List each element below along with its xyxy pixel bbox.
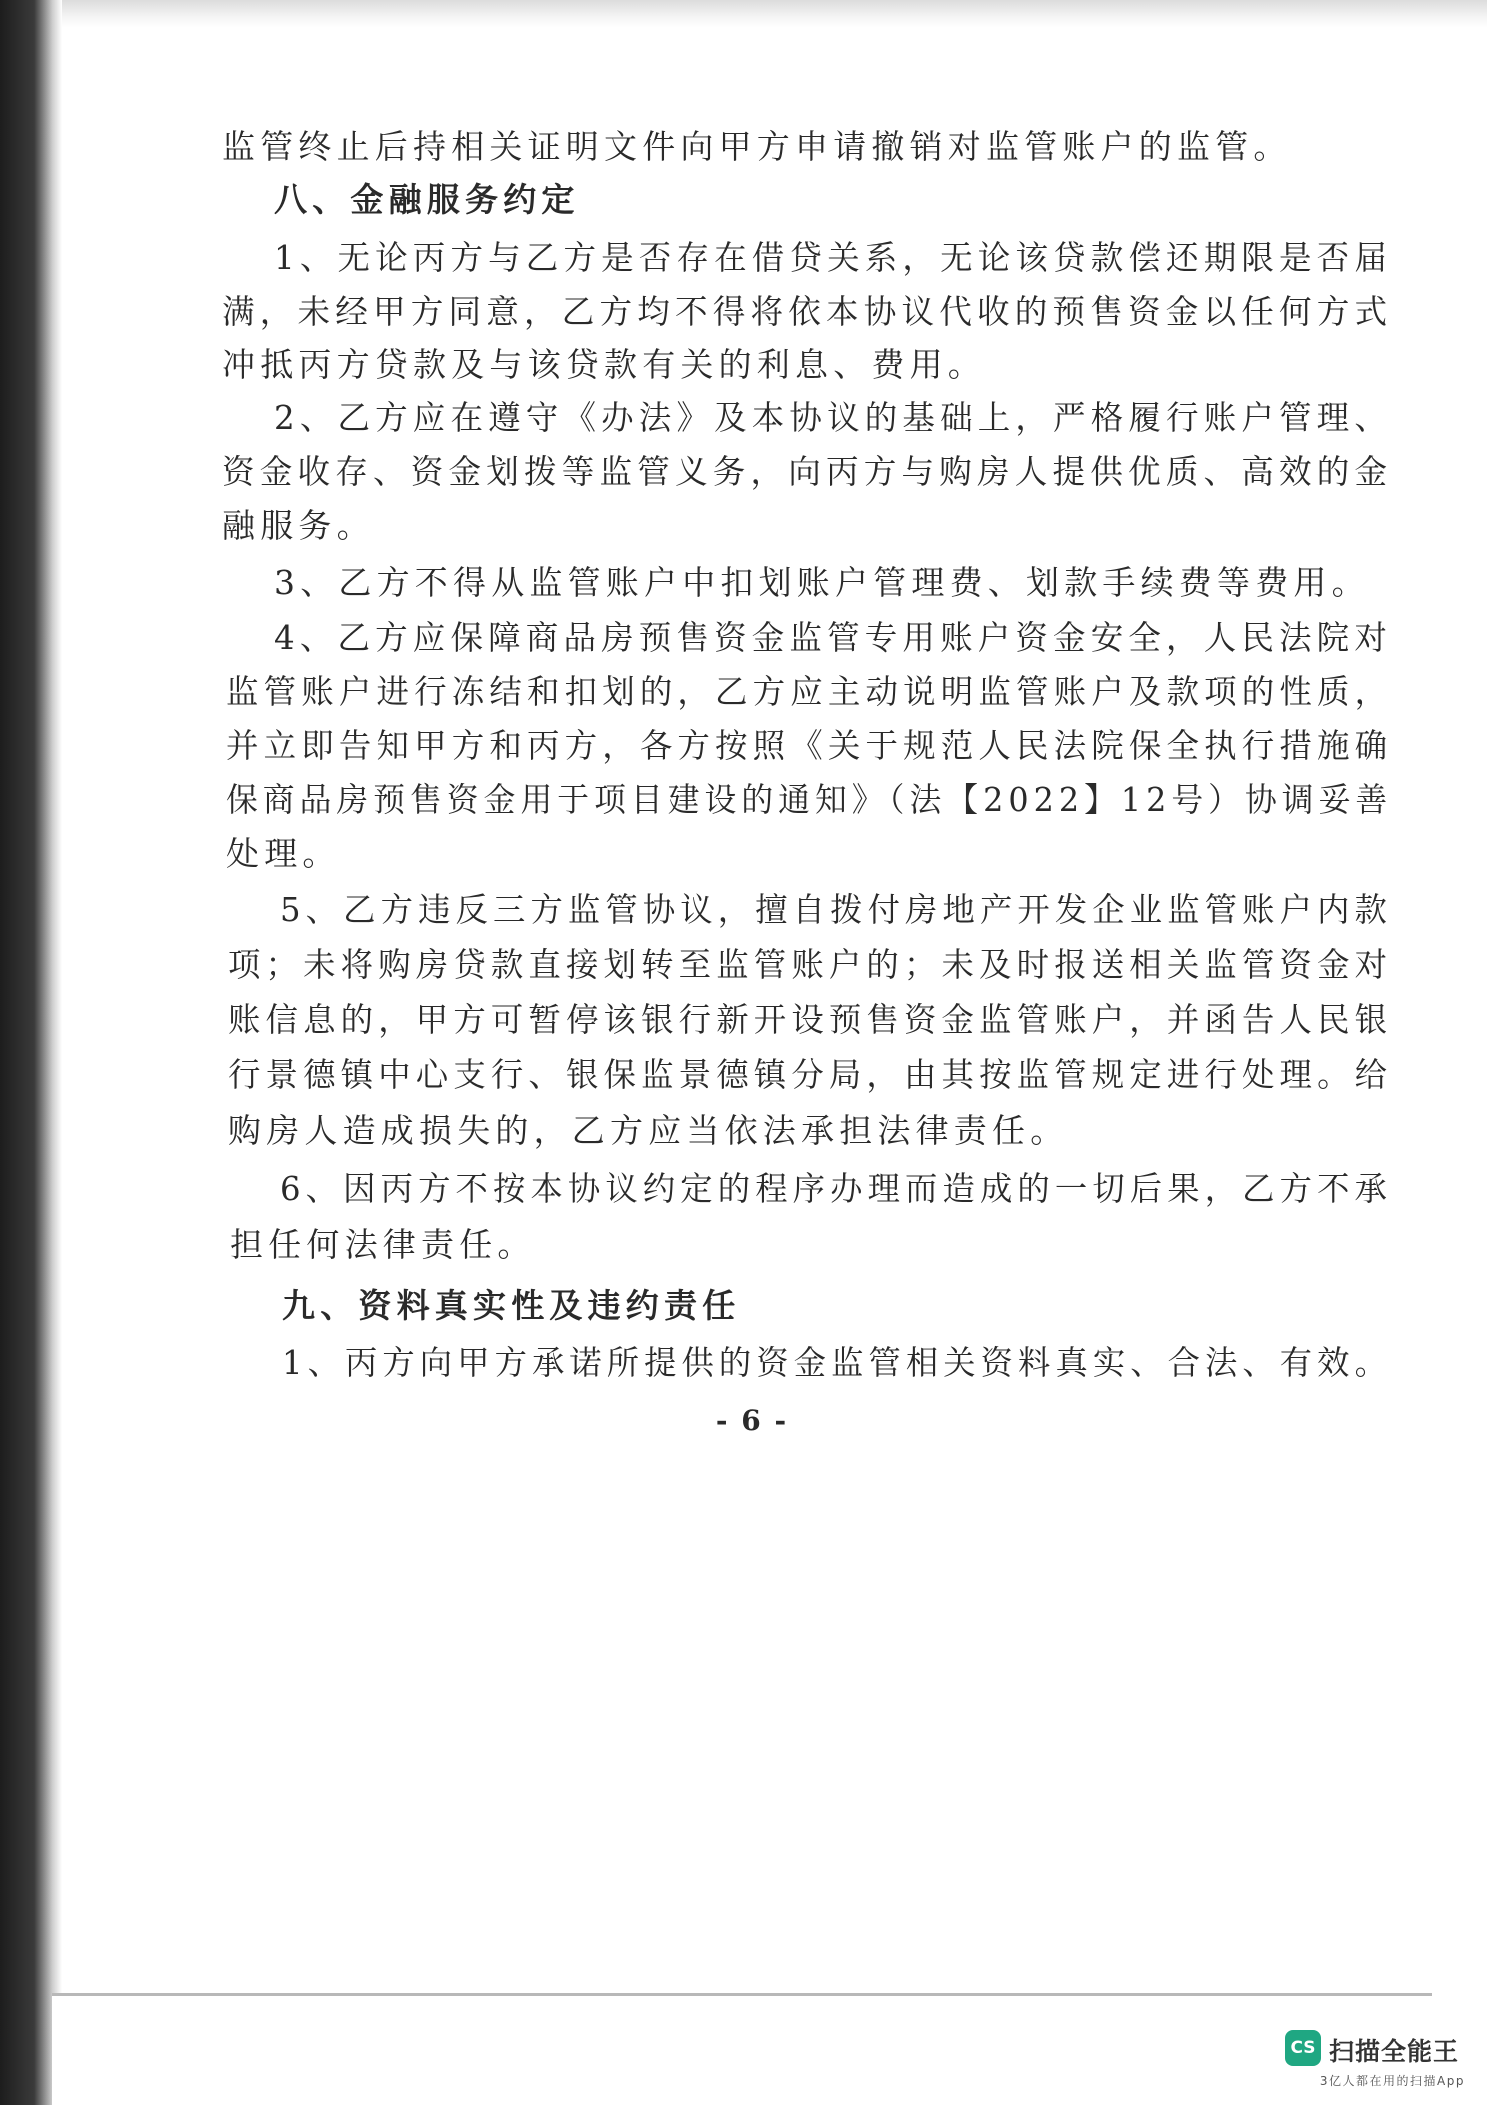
text-line: 担任何法律责任。 [230, 1225, 536, 1264]
text-line: 2、乙方应在遵守《办法》及本协议的基础上，严格履行账户管理、 [274, 398, 1393, 437]
text-line: 处理。 [226, 834, 341, 873]
text-line: 4、乙方应保障商品房预售资金监管专用账户资金安全，人民法院对 [274, 618, 1393, 657]
text-line: 5、乙方违反三方监管协议，擅自拨付房地产开发企业监管账户内款 [280, 890, 1393, 929]
scan-top-shadow [0, 0, 1487, 28]
watermark-tagline: 3亿人都在用的扫描App [1319, 2074, 1465, 2088]
text-line: 1、丙方向甲方承诺所提供的资金监管相关资料真实、合法、有效。 [282, 1343, 1392, 1382]
text-line: 监管账户进行冻结和扣划的，乙方应主动说明监管账户及款项的性质， [226, 672, 1393, 711]
text-line: 项；未将购房贷款直接划转至监管账户的；未及时报送相关监管资金对 [228, 945, 1393, 984]
text-line: 3、乙方不得从监管账户中扣划账户管理费、划款手续费等费用。 [274, 563, 1370, 602]
section-heading-9: 九、资料真实性及违约责任 [282, 1286, 741, 1325]
watermark-app-name: 扫描全能王 [1329, 2037, 1460, 2066]
text-line: 保商品房预售资金用于项目建设的通知》（法【2022】12号）协调妥善 [226, 780, 1393, 819]
text-line: 融服务。 [222, 506, 375, 545]
scanner-watermark [1285, 2030, 1465, 2092]
scanner-bed [52, 1996, 1487, 2105]
text-line: 资金收存、资金划拨等监管义务，向丙方与购房人提供优质、高效的金 [222, 452, 1393, 491]
text-line: 冲抵丙方贷款及与该贷款有关的利息、费用。 [222, 345, 986, 384]
text-line: 购房人造成损失的，乙方应当依法承担法律责任。 [228, 1111, 1069, 1150]
document-page [62, 28, 1442, 1993]
text-line: 监管终止后持相关证明文件向甲方申请撤销对监管账户的监管。 [222, 127, 1292, 166]
page-number: - 6 - [715, 1404, 789, 1437]
text-line: 1、无论丙方与乙方是否存在借贷关系，无论该贷款偿还期限是否届 [274, 238, 1393, 277]
text-line: 并立即告知甲方和丙方，各方按照《关于规范人民法院保全执行措施确 [226, 726, 1393, 765]
scan-left-shadow [0, 0, 62, 2105]
text-line: 6、因丙方不按本协议约定的程序办理而造成的一切后果，乙方不承 [280, 1169, 1393, 1208]
camscanner-logo-icon: CS [1285, 2030, 1321, 2066]
section-heading-8: 八、金融服务约定 [274, 180, 580, 219]
text-line: 账信息的，甲方可暂停该银行新开设预售资金监管账户，并函告人民银 [228, 1000, 1393, 1039]
text-line: 行景德镇中心支行、银保监景德镇分局，由其按监管规定进行处理。给 [228, 1055, 1393, 1094]
text-line: 满，未经甲方同意，乙方均不得将依本协议代收的预售资金以任何方式 [222, 292, 1393, 331]
